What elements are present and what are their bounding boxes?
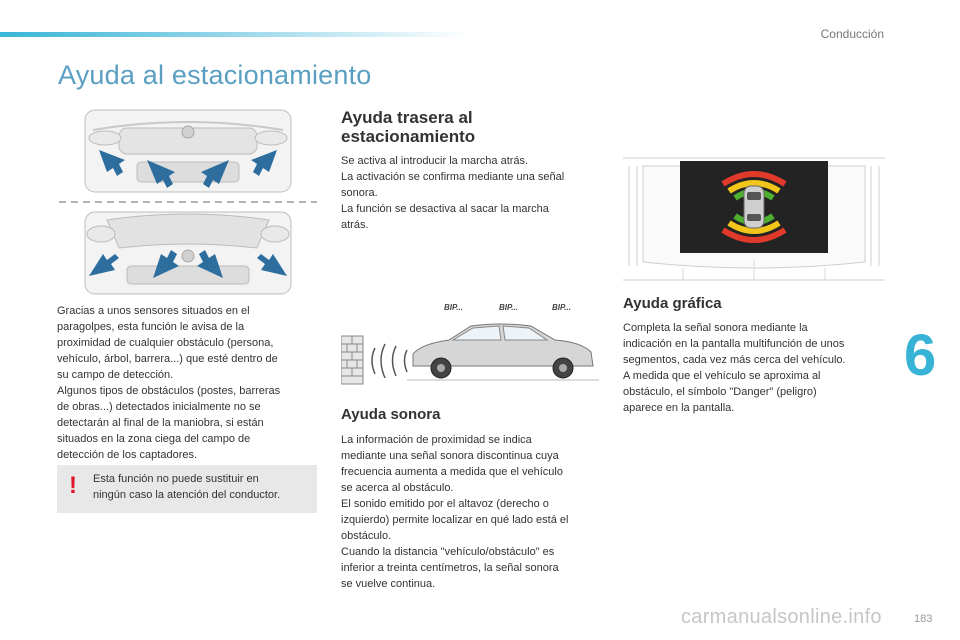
intro-line: detección de los captadores.	[57, 449, 198, 461]
rear-assist-line: La activación se confirma mediante una señal	[341, 171, 565, 183]
sound-waves	[372, 344, 407, 378]
rear-assist-title-line: estacionamiento	[341, 127, 476, 147]
rear-assist-line: La función se desactiva al sacar la marcha	[341, 203, 549, 215]
rear-assist-line: atrás.	[341, 219, 369, 231]
warning-icon: !	[69, 472, 77, 499]
intro-line: su campo de detección.	[57, 369, 174, 381]
intro-line: Algunos tipos de obstáculos (postes, barreras	[57, 385, 281, 397]
rear-assist-line: sonora.	[341, 187, 378, 199]
footer-watermark: carmanualsonline.info	[681, 606, 882, 628]
beep-label: BIP...	[552, 303, 571, 312]
intro-line: detectarán al final de la maniobra, si están	[57, 417, 264, 429]
chapter-number: 6	[904, 323, 937, 388]
section-label: Conducción	[820, 27, 884, 41]
audio-assist-line: obstáculo.	[341, 530, 392, 542]
intro-text	[57, 303, 319, 463]
graphic-assist-line: obstáculo, el símbolo "Danger" (peligro)	[623, 386, 817, 398]
car-rear-view	[85, 212, 291, 294]
graphic-assist-line: aparece en la pantalla.	[623, 402, 735, 414]
brick-wall	[341, 336, 363, 384]
intro-line: paragolpes, esta función le avisa de la	[57, 321, 245, 333]
warning-line: Esta función no puede sustituir en	[93, 473, 259, 485]
header-accent-bar	[0, 32, 470, 37]
graphic-assist-line: segmentos, cada vez más cerca del vehículo.	[623, 354, 846, 366]
graphic-assist-text	[623, 320, 885, 416]
warning-text	[93, 471, 311, 503]
page-number: 183	[914, 613, 933, 625]
rear-assist-line: Se activa al introducir la marcha atrás.	[341, 155, 529, 167]
rear-assist-title-line: Ayuda trasera al	[341, 108, 473, 127]
graphic-assist-title: Ayuda gráfica	[623, 295, 722, 312]
graphic-assist-line: indicación en la pantalla multifunción de unos	[623, 338, 845, 350]
audio-assist-title: Ayuda sonora	[341, 406, 441, 423]
audio-assist-line: inferior a treinta centímetros, la señal sonora	[341, 562, 559, 574]
car-side-view	[407, 324, 599, 380]
page-title: Ayuda al estacionamiento	[58, 60, 372, 90]
audio-assist-line: se acerca al obstáculo.	[341, 482, 454, 494]
audio-assist-line: mediante una señal sonora discontinua cuya	[341, 450, 559, 462]
audio-assist-line: frecuencia aumenta a medida que el vehículo	[341, 466, 563, 478]
rear-assist-text	[341, 153, 603, 233]
audio-assist-text	[341, 432, 605, 592]
intro-line: de obras...) detectados inicialmente no se	[57, 401, 261, 413]
warning-line: ningún caso la atención del conductor.	[93, 489, 281, 501]
beep-label: BIP...	[499, 303, 518, 312]
car-sensors-illustration	[57, 108, 319, 298]
beep-label: BIP...	[444, 303, 463, 312]
audio-assist-line: El sonido emitido por el altavoz (derecho o	[341, 498, 549, 510]
intro-line: situados en la zona ciega del campo de	[57, 433, 251, 445]
intro-line: vehículo, árbol, barrera...) que esté dentro de	[57, 353, 278, 365]
graphic-assist-line: Completa la señal sonora mediante la	[623, 322, 808, 334]
audio-assist-line: izquierdo) permite localizar en qué lado está el	[341, 514, 569, 526]
audio-assist-line: Cuando la distancia "vehículo/obstáculo" es	[341, 546, 555, 558]
rear-assist-title	[341, 108, 475, 146]
intro-line: proximidad de cualquier obstáculo (persona,	[57, 337, 274, 349]
screen-display-illustration	[623, 156, 885, 288]
car-top-icon	[744, 186, 764, 228]
audio-assist-line: La información de proximidad se indica	[341, 434, 532, 446]
car-sound-illustration	[341, 296, 603, 386]
intro-line: Gracias a unos sensores situados en el	[57, 305, 250, 317]
warning-box	[57, 465, 317, 513]
audio-assist-line: se vuelve continua.	[341, 578, 436, 590]
car-front-view	[85, 110, 291, 192]
graphic-assist-line: A medida que el vehículo se aproxima al	[623, 370, 821, 382]
